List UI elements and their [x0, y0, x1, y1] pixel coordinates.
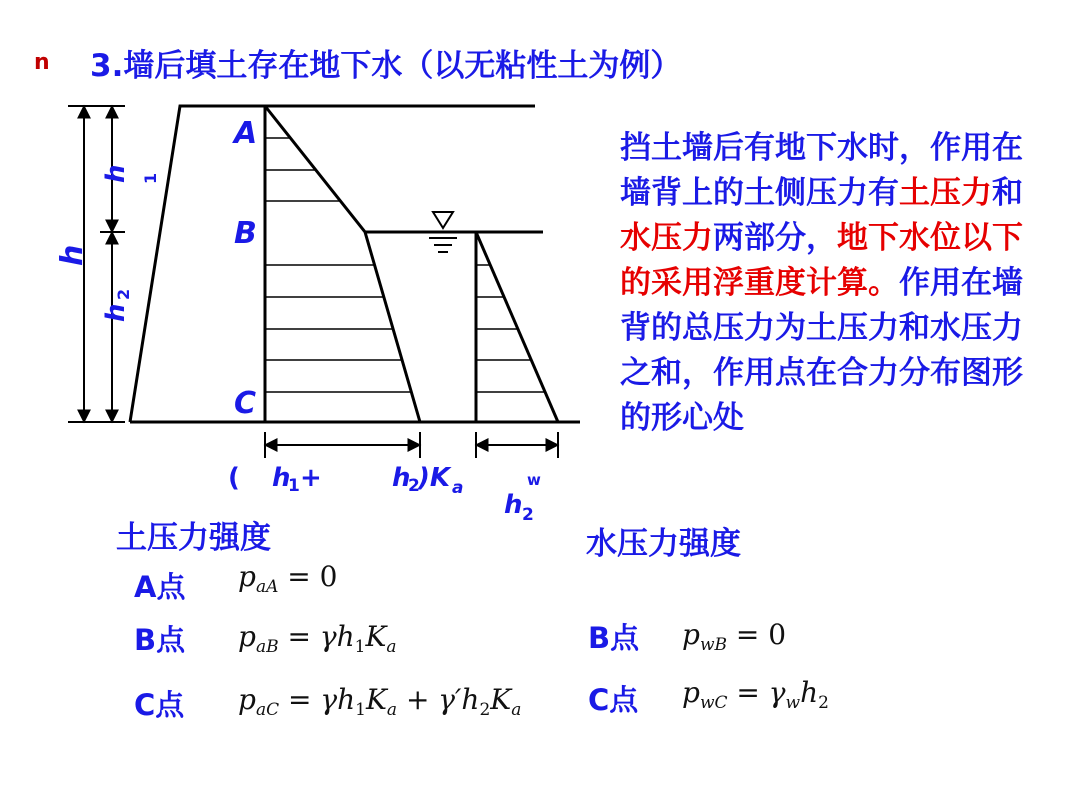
label-soil-base-plus: + — [300, 463, 322, 493]
water-formula-b: $p_{wB} = 0$ — [682, 618, 787, 655]
water-hatching — [476, 265, 545, 392]
water-pressure-hypotenuse — [476, 232, 558, 422]
label-soil-base-h1-sub: 1 — [288, 476, 300, 496]
water-point-b-label: B点 — [588, 621, 640, 655]
description-text — [620, 126, 1030, 441]
water-point-c-label: C点 — [588, 683, 639, 717]
soil-formula-a: $p_{aA} = 0$ — [238, 560, 338, 597]
label-soil-base-open: ( — [228, 463, 240, 493]
soil-hatching — [265, 138, 411, 392]
desc-emph-water-pressure: 水压力 — [620, 220, 713, 256]
soil-point-c-label: C点 — [134, 688, 185, 722]
desc-line3: 作用在墙背的总压力为土压力和水压力之和，作用点在合力分布图形的形心处 — [620, 265, 1023, 436]
label-soil-base-h2-sub: 2 — [408, 476, 420, 496]
soil-pressure-envelope — [265, 106, 420, 422]
label-dim-h1: h — [101, 164, 131, 183]
soil-point-b-label: B点 — [134, 623, 186, 657]
label-water-base-h: h — [504, 490, 523, 520]
desc-line1: 挡土墙后有地下水时，作用在墙背上的土侧压力有 — [620, 130, 1023, 211]
desc-mid: 和 — [992, 175, 1023, 211]
soil-point-a-label: A点 — [134, 570, 186, 604]
soil-formula-c: $p_{aC} = \gamma h_1K_a + \gamma'h_2K_a$ — [238, 683, 522, 720]
label-dim-h1-sub: 1 — [141, 172, 160, 184]
water-pressure-title: 水压力强度 — [586, 526, 741, 562]
label-dim-h2-sub: 2 — [114, 288, 133, 300]
label-dim-h: h — [55, 244, 90, 266]
bullet-marker: n — [34, 50, 50, 75]
desc-line2: 两部分， — [713, 220, 837, 256]
label-water-base-h-sub: 2 — [522, 505, 534, 525]
label-soil-base-ka: )K — [418, 463, 451, 493]
retaining-wall — [130, 106, 265, 422]
desc-emph-soil-pressure: 土压力 — [899, 175, 992, 211]
label-water-base-w: w — [527, 471, 541, 489]
label-dim-h2: h — [101, 303, 131, 322]
label-point-c: C — [234, 386, 257, 421]
slide-title: 3.墙后填土存在地下水（以无粘性土为例） — [90, 48, 682, 84]
soil-formula-b: $p_{aB} = \gamma h_1K_a$ — [238, 620, 397, 657]
desc-emph-buoyant: 地下水位以下的采用浮重度计算。 — [620, 220, 1023, 301]
water-formula-c: $p_{wC} = \gamma_wh_2$ — [682, 676, 829, 713]
label-point-b: B — [234, 216, 257, 251]
label-soil-base-h1: h — [272, 463, 291, 493]
soil-pressure-title: 土压力强度 — [116, 520, 271, 556]
label-point-a: A — [234, 116, 258, 151]
label-soil-base-ka-sub: a — [452, 478, 464, 498]
label-soil-base-h2: h — [392, 463, 411, 493]
